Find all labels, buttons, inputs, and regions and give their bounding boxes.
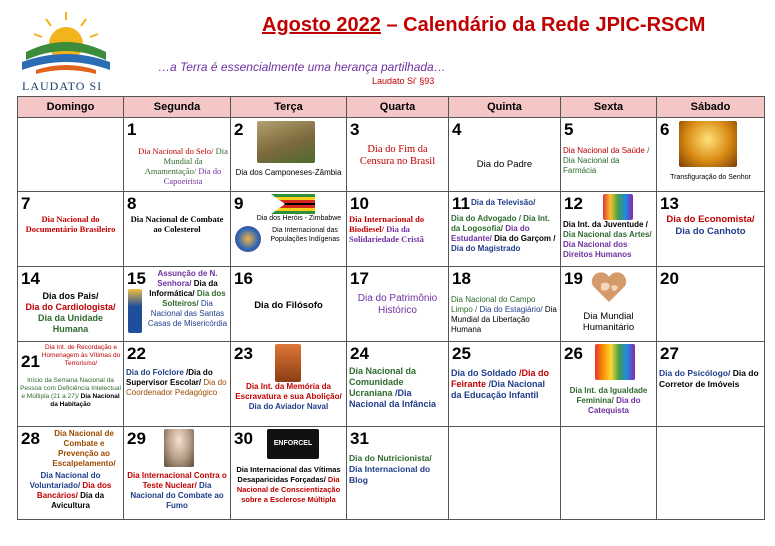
day-number: 7 — [21, 194, 31, 214]
day-cell-26 — [561, 341, 657, 426]
title-rest: – Calendário da Rede JPIC-RSCM — [380, 14, 706, 36]
subtitle-quote: …a Terra é essencialmente uma herança partilhada… — [158, 60, 446, 74]
day-number: 15 — [127, 269, 146, 289]
event-label: Dia Int. da Igualdade Feminina/ — [569, 385, 648, 405]
event-label: Dia Nacional do Voluntariado/ — [29, 470, 101, 490]
event-label: Dia Nacional de Conscientização sobre a Esclerose Múltipla — [236, 474, 341, 504]
day-number: 9 — [234, 194, 244, 214]
day-number: 17 — [350, 269, 369, 289]
event-label: Dia do Catequista — [588, 395, 641, 415]
day-cell-21 — [18, 341, 124, 426]
day-number: 31 — [350, 428, 369, 448]
day-cell-5 — [561, 117, 657, 192]
day-cell-30 — [231, 426, 347, 519]
weekday-header: Quarta — [347, 97, 449, 118]
nuclear-explosion-image — [164, 429, 194, 467]
day-cell-24 — [347, 341, 449, 426]
event-label: Dia do Corretor de Imóveis — [659, 367, 759, 389]
weekday-header: Sábado — [657, 97, 765, 118]
event-label: Dia dos Bancários/ — [36, 480, 112, 500]
weekday-header: Terça — [231, 97, 347, 118]
day-cell-18 — [449, 267, 561, 342]
day-cell-25 — [449, 341, 561, 426]
event-label: Dia dos Camponeses-Zâmbia — [235, 167, 342, 177]
day-cell-4 — [449, 117, 561, 192]
event-label: Dia Internacional do Biodiesel/ — [349, 214, 425, 235]
event-label: Dia Nacional do Campo Limpo / — [451, 295, 536, 315]
day-cell-12 — [561, 192, 657, 267]
empty-day-cell — [449, 426, 561, 519]
heart-world-icon — [589, 270, 629, 304]
quote-citation: Laudato Si' §93 — [372, 76, 435, 86]
weekday-header: Sexta — [561, 97, 657, 118]
event-label: Dia Nacional das Artes/ — [563, 230, 652, 240]
event-label: Dia do Coordenador Pedagógico — [126, 377, 227, 397]
empty-day-cell — [657, 426, 765, 519]
day-cell-31 — [347, 426, 449, 519]
event-label: Dia da Unidade Humana — [37, 313, 103, 335]
youth-hands-image — [603, 194, 633, 220]
event-label: Dia Int. da Memória da Escravatura e sua Abolição/ — [235, 381, 342, 401]
event-label: Dia Nacional da Habitação — [50, 392, 120, 408]
day-number: 29 — [127, 428, 146, 448]
event-label: Dia Internacional Contra o Teste Nuclear/ — [127, 470, 227, 490]
event-label: Transfiguração do Senhor — [670, 173, 751, 181]
day-cell-10 — [347, 192, 449, 267]
empty-day-cell — [561, 426, 657, 519]
event-label: / Dia Nacional da Farmácia — [563, 145, 650, 175]
event-label: Dia do Fim da Censura no Brasil — [359, 143, 436, 167]
day-number: 26 — [564, 343, 583, 363]
day-cell-27 — [657, 341, 765, 426]
event-label: Dia da Televisão/ — [471, 198, 536, 208]
day-number: 6 — [660, 119, 670, 139]
event-label: /Dia Nacional da Infância — [349, 387, 437, 409]
day-number: 20 — [660, 269, 679, 289]
event-label: Dia do Aviador Naval — [248, 401, 329, 411]
page-title — [262, 14, 705, 37]
empty-day-cell — [18, 117, 124, 192]
event-label: Dia Nacional das Santas Casas de Misericórdia — [147, 299, 228, 329]
day-number: 5 — [564, 119, 574, 139]
calendar-grid — [17, 96, 765, 520]
event-label: Dia da Solidariedade Cristã — [349, 224, 424, 245]
day-number: 12 — [564, 194, 583, 214]
event-label: Dia do Psicólogo/ — [659, 367, 731, 378]
event-label: Dia Nacional da Saúde — [563, 145, 645, 155]
event-label: Dia da Informática/ — [149, 279, 218, 299]
day-number: 24 — [350, 343, 369, 363]
day-cell-11 — [449, 192, 561, 267]
day-cell-29 — [124, 426, 231, 519]
day-cell-23 — [231, 341, 347, 426]
day-number: 21 — [21, 351, 40, 371]
day-cell-3 — [347, 117, 449, 192]
event-label: Dia do Soldado — [451, 367, 517, 378]
broken-chains-image — [275, 344, 301, 382]
event-label: Dia do Garçom / — [494, 234, 556, 244]
event-label: Dia do Magistrado — [451, 244, 521, 254]
day-cell-20 — [657, 267, 765, 342]
event-label: Dia Int. de Recordação e Homenagem às Vítimas do Terrorismo/ — [41, 343, 121, 367]
day-number: 25 — [452, 343, 471, 363]
day-number: 10 — [350, 194, 369, 214]
event-label: /Dia Nacional da Educação Infantil — [451, 378, 546, 400]
day-cell-13 — [657, 192, 765, 267]
day-number: 30 — [234, 428, 253, 448]
event-label: Dia Nacional do Selo/ — [138, 145, 214, 156]
day-number: 27 — [660, 343, 679, 363]
day-number: 22 — [127, 343, 146, 363]
day-number: 18 — [452, 269, 471, 289]
day-number: 11 — [452, 194, 470, 214]
day-cell-15 — [124, 267, 231, 342]
day-cell-7 — [18, 192, 124, 267]
event-label: Dia do Padre — [476, 158, 533, 170]
day-number: 19 — [564, 269, 583, 289]
event-label: Dia dos Solteiros/ — [162, 289, 226, 309]
event-label: Dia do Patrimônio Histórico — [357, 293, 438, 317]
event-label: Dia dos Pais/ — [42, 291, 99, 302]
event-label: /Dia do Supervisor Escolar/ — [126, 367, 213, 387]
day-cell-9 — [231, 192, 347, 267]
day-number: 8 — [127, 194, 137, 214]
event-label: Dia Nacional do Documentário Brasileiro — [25, 214, 116, 235]
day-cell-8 — [124, 192, 231, 267]
weekday-header: Domingo — [18, 97, 124, 118]
event-label: Assunção de N. Senhora/ — [157, 269, 218, 289]
day-cell-22 — [124, 341, 231, 426]
weekday-header: Quinta — [449, 97, 561, 118]
event-label: Dia Nacional de Combate ao Colesterol — [130, 214, 224, 235]
day-number: 3 — [350, 119, 360, 139]
event-label: Dia do Economista/ — [666, 214, 755, 226]
day-number: 16 — [234, 269, 253, 289]
event-label: Dia do Canhoto — [675, 226, 746, 238]
event-label: Dia do Cardiologista/ — [25, 302, 116, 313]
equality-hands-image — [595, 344, 635, 380]
day-number: 28 — [21, 428, 40, 448]
logo-text: LAUDATO SI — [22, 79, 103, 93]
event-label: Dia da Avicultura — [51, 490, 105, 510]
event-label: Dia Nacional da Comunidade Ucraniana — [349, 365, 417, 398]
event-label: Dia do Capoeirista — [163, 165, 222, 186]
day-number: 4 — [452, 119, 462, 139]
day-cell-1 — [124, 117, 231, 192]
zimbabwe-flag — [271, 194, 315, 214]
event-label: Dia Nacional dos Direitos Humanos — [563, 240, 632, 260]
event-label: Dia Internacional das Populações Indígenas — [270, 227, 340, 244]
day-cell-28 — [18, 426, 124, 519]
event-label: Dia do Estudante/ — [451, 224, 530, 244]
day-cell-6 — [657, 117, 765, 192]
transfiguration-painting — [679, 121, 737, 167]
event-label: Dia Mundial Humanitário — [582, 311, 635, 334]
event-label: Dia Nacional de Combate e Prevenção ao Escalpelamento/ — [52, 428, 116, 468]
event-label: Dia Int. da Juventude / — [563, 220, 648, 230]
event-label: Dia Internacional das Vítimas Desaparicidas Forçadas/ — [236, 464, 341, 484]
event-label: Dia do Estagiário/ — [479, 305, 543, 315]
event-label: Dia do Folclore — [126, 367, 184, 377]
event-label: Dia Mundial da Amamentação/ — [144, 145, 228, 176]
enforced-disappearance-poster: ENFORCEL — [267, 429, 319, 459]
event-label: Dia Nacional do Combate ao Fumo — [130, 480, 224, 510]
event-label: Dia Mundial da Libertação Humana — [451, 305, 557, 335]
title-month: Agosto 2022 — [262, 14, 381, 36]
our-lady-image — [128, 289, 142, 333]
event-label: /Dia do Feirante — [451, 367, 550, 389]
event-label: Dia dos Heróis - Zimbabwe — [256, 215, 342, 223]
event-label: Dia Internacional do Blog — [349, 463, 431, 485]
event-label: Dia do Advogado / Dia Int. da Logosofia/ — [451, 214, 550, 234]
day-cell-19 — [561, 267, 657, 342]
day-number: 13 — [660, 194, 679, 214]
day-number: 1 — [127, 119, 137, 139]
event-label: Início da Semana Nacional da Pessoa com Deficiência Intelectual e Múltipla (21 a 27)/ — [20, 376, 121, 400]
day-number: 23 — [234, 343, 253, 363]
farmers-photo — [257, 121, 315, 163]
day-number: 14 — [21, 269, 40, 289]
event-label: Dia do Filósofo — [254, 300, 323, 312]
day-cell-17 — [347, 267, 449, 342]
weekday-header: Segunda — [124, 97, 231, 118]
day-cell-2 — [231, 117, 347, 192]
day-number: 2 — [234, 119, 244, 139]
day-cell-14 — [18, 267, 124, 342]
day-cell-16 — [231, 267, 347, 342]
event-label: Dia do Nutricionista/ — [349, 452, 432, 463]
indigenous-peoples-icon — [235, 226, 261, 252]
